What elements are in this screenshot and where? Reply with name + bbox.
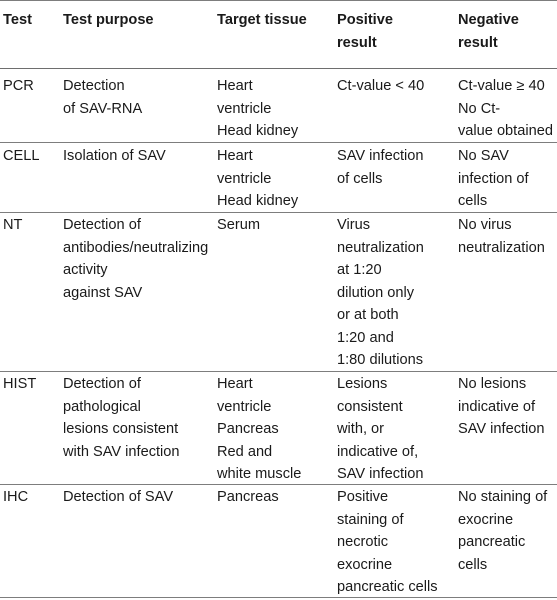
cell-test-purpose: Detection of antibodies/neutralizing activity against SAV	[63, 217, 209, 301]
cell-positive-result: SAV infection of cells	[337, 148, 424, 187]
cell-test: HIST	[3, 376, 37, 392]
header-positive-result: Positive result	[337, 12, 393, 51]
cell-test-purpose: Detection of pathological lesions consistent with SAV infection	[63, 376, 180, 460]
cell-negative-result: Ct-value ≥ 40 No Ct- value obtained	[458, 78, 553, 139]
header-test: Test	[3, 12, 32, 28]
cell-test-purpose: Detection of SAV	[63, 489, 174, 505]
cell-test-purpose: Detection of SAV-RNA	[63, 78, 143, 117]
header-bottom-rule	[0, 68, 557, 69]
cell-positive-result: Positive staining of necrotic exocrine pancreatic cells	[337, 489, 438, 595]
cell-positive-result: Ct-value < 40	[337, 78, 425, 94]
cell-test: IHC	[3, 489, 29, 505]
cell-negative-result: No virus neutralization	[458, 217, 545, 256]
cell-test: CELL	[3, 148, 40, 164]
header-test-purpose: Test purpose	[63, 12, 154, 28]
cell-negative-result: No lesions indicative of SAV infection	[458, 376, 545, 437]
cell-target-tissue: Heart ventricle Pancreas Red and white muscle	[217, 376, 302, 482]
header-target-tissue: Target tissue	[217, 12, 307, 28]
row-divider	[0, 212, 557, 213]
cell-negative-result: No staining of exocrine pancreatic cells	[458, 489, 548, 573]
cell-target-tissue: Heart ventricle Head kidney	[217, 148, 299, 209]
cell-negative-result: No SAV infection of cells	[458, 148, 529, 209]
cell-target-tissue: Pancreas	[217, 489, 279, 505]
cell-positive-result: Lesions consistent with, or indicative of, SAV infection	[337, 376, 424, 482]
cell-test-purpose: Isolation of SAV	[63, 148, 166, 164]
cell-test: PCR	[3, 78, 34, 94]
cell-test: NT	[3, 217, 23, 233]
cell-target-tissue: Heart ventricle Head kidney	[217, 78, 299, 139]
table-bottom-rule	[0, 597, 557, 598]
row-divider	[0, 142, 557, 143]
row-divider	[0, 371, 557, 372]
row-divider	[0, 484, 557, 485]
header-negative-result: Negative result	[458, 12, 519, 51]
table-top-rule	[0, 0, 557, 1]
cell-positive-result: Virus neutralization at 1:20 dilution only or at both 1:20 and 1:80 dilutions	[337, 217, 424, 368]
cell-target-tissue: Serum	[217, 217, 260, 233]
